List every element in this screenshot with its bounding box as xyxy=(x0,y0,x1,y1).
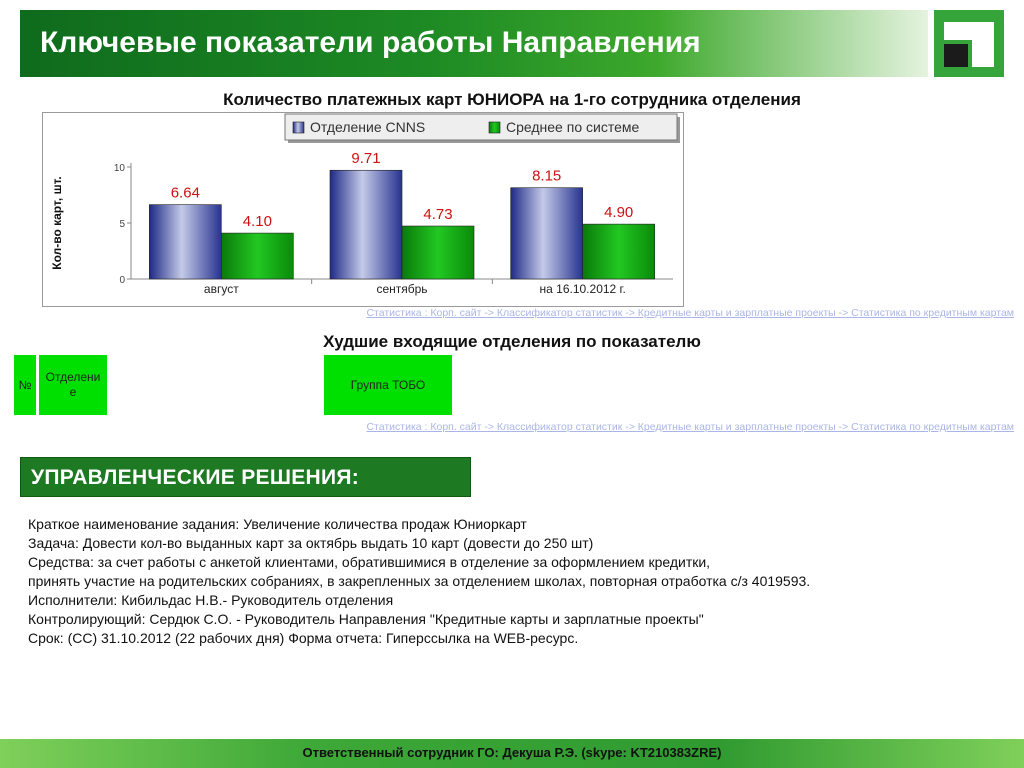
bar-average xyxy=(402,226,474,279)
table-header-branch: Отделение xyxy=(39,355,107,415)
data-label: 4.73 xyxy=(423,206,453,224)
legend-label: Среднее по системе xyxy=(506,119,640,135)
y-tick-label: 10 xyxy=(113,163,125,174)
data-label: 6.64 xyxy=(170,184,200,202)
y-axis-label: Кол-во карт, шт. xyxy=(50,176,64,270)
table-header-number: № xyxy=(14,355,36,415)
table-header-group: Группа ТОБО xyxy=(324,355,452,415)
source-link-2[interactable]: Статистика : Корп. сайт -> Классификатор статистик -> Кредитные карты и зарплатные проекты -> Статистика по кредитным картам xyxy=(366,421,1014,433)
data-label: 9.71 xyxy=(351,150,381,168)
detail-line: Задача: Довести кол-во выданных карт за октябрь выдать 10 карт (довести до 250 шт) xyxy=(28,535,594,551)
management-title: УПРАВЛЕНЧЕСКИЕ РЕШЕНИЯ: xyxy=(31,466,360,489)
y-tick-label: 5 xyxy=(119,219,125,230)
x-tick-label: август xyxy=(203,282,239,296)
management-details xyxy=(28,515,810,648)
header-banner xyxy=(20,10,928,77)
logo-icon xyxy=(934,10,1004,77)
bank-logo xyxy=(934,10,1004,77)
detail-line: Средства: за счет работы с анкетой клиентами, обратившимися в отделение за оформлением кредитки, xyxy=(28,554,711,570)
legend-swatch xyxy=(293,122,304,133)
bar-average xyxy=(583,224,655,279)
data-label: 4.90 xyxy=(604,204,634,222)
footer-text: Ответственный сотрудник ГО: Декуша Р.Э. (skype: KT210383ZRE) xyxy=(302,745,722,760)
bar-branch xyxy=(149,205,221,279)
chart-container xyxy=(42,112,684,307)
chart-title: Количество платежных карт ЮНИОРА на 1-го сотрудника отделения xyxy=(223,90,801,109)
data-label: 4.10 xyxy=(242,213,272,231)
bar-branch xyxy=(511,188,583,279)
x-tick-label: на 16.10.2012 г. xyxy=(539,282,626,296)
worst-branches-title: Худшие входящие отделения по показателю xyxy=(323,332,701,351)
bar-branch xyxy=(330,170,402,279)
x-tick-label: сентябрь xyxy=(376,282,428,296)
detail-line: Краткое наименование задания: Увеличение количества продаж Юниоркарт xyxy=(28,516,527,532)
legend-swatch xyxy=(489,122,500,133)
data-label: 8.15 xyxy=(532,167,562,185)
page-title: Ключевые показатели работы Направления xyxy=(40,26,701,59)
detail-line: Исполнители: Кибильдас Н.В.- Руководитель отделения xyxy=(28,592,394,608)
bar-average xyxy=(221,233,293,279)
footer-bar xyxy=(0,739,1024,768)
legend-label: Отделение CNNS xyxy=(310,119,426,135)
bar-chart xyxy=(43,113,683,306)
source-link[interactable]: Статистика : Корп. сайт -> Классификатор статистик -> Кредитные карты и зарплатные проекты -> Статистика по кредитным картам xyxy=(366,307,1014,319)
y-tick-label: 0 xyxy=(119,275,125,286)
detail-line: Срок: (СС) 31.10.2012 (22 рабочих дня) Форма отчета: Гиперссылка на WEB-ресурс. xyxy=(28,630,579,646)
management-banner xyxy=(20,457,471,497)
detail-line: Контролирующий: Сердюк С.О. - Руководитель Направления "Кредитные карты и зарплатные проекты" xyxy=(28,611,704,627)
detail-line: принять участие на родительских собраниях, в закрепленных за отделением школах, повторная отработка с/з 4019593. xyxy=(28,573,811,589)
